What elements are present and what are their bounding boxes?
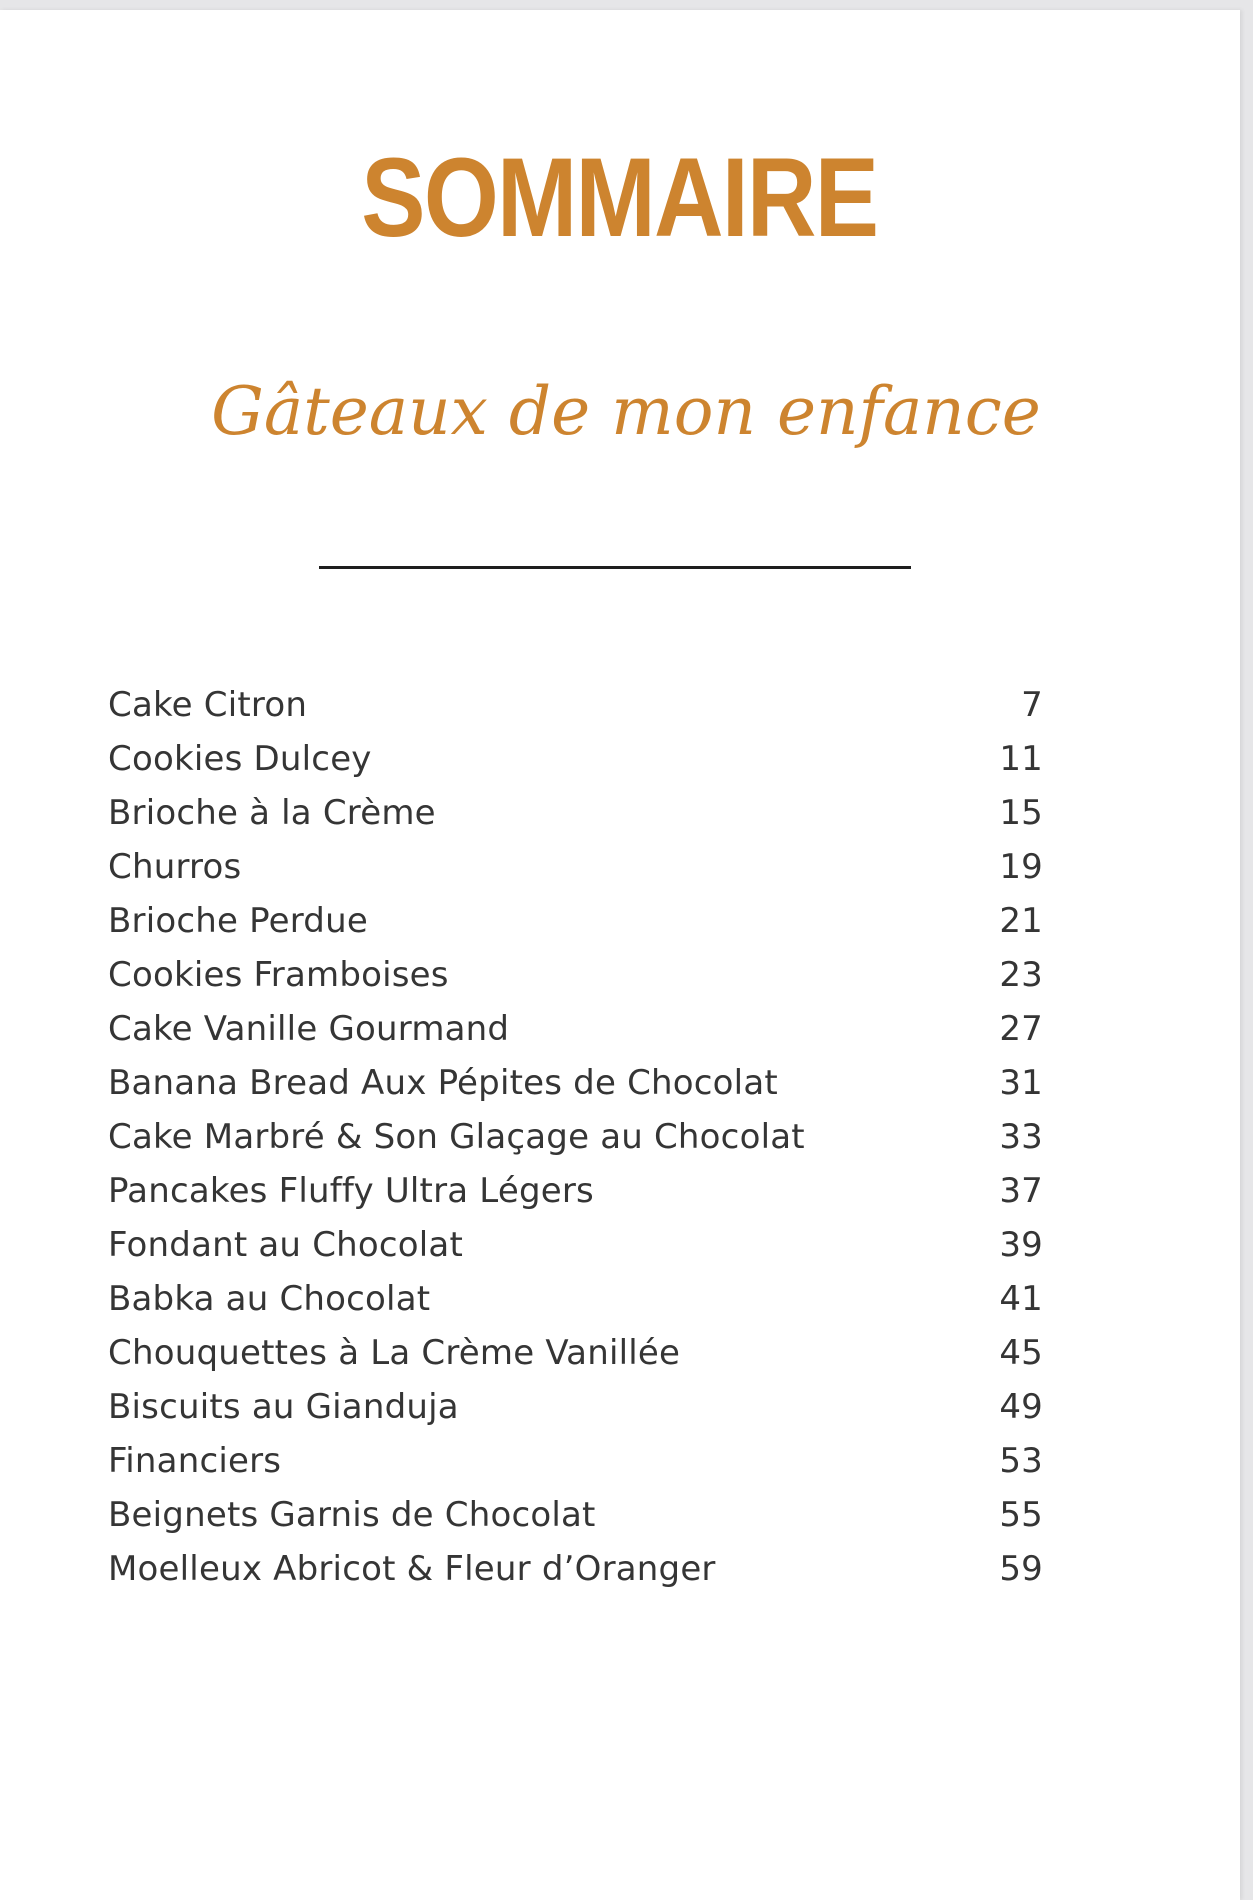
toc-entry[interactable] bbox=[108, 894, 1043, 948]
toc-entry-name: Babka au Chocolat bbox=[108, 1279, 431, 1319]
toc-entry-page: 41 bbox=[999, 1279, 1043, 1319]
toc-entry-name: Brioche à la Crème bbox=[108, 793, 436, 833]
toc-entry[interactable] bbox=[108, 678, 1043, 732]
toc-entry[interactable] bbox=[108, 1326, 1043, 1380]
toc-entry-page: 23 bbox=[999, 955, 1043, 995]
toc-entry-page: 49 bbox=[999, 1387, 1043, 1427]
toc-entry[interactable] bbox=[108, 1272, 1043, 1326]
toc-entry-page: 19 bbox=[999, 847, 1043, 887]
toc-entry-page: 21 bbox=[999, 901, 1043, 941]
toc-entry[interactable] bbox=[108, 1002, 1043, 1056]
page-title: SOMMAIRE bbox=[361, 135, 878, 260]
toc-entry[interactable] bbox=[108, 1434, 1043, 1488]
toc-entry-name: Cookies Dulcey bbox=[108, 739, 372, 779]
page-subtitle: Gâteaux de mon enfance bbox=[211, 373, 1041, 450]
toc-entry[interactable] bbox=[108, 1488, 1043, 1542]
toc-entry-page: 39 bbox=[999, 1225, 1043, 1265]
toc-entry-page: 55 bbox=[999, 1495, 1043, 1535]
table-of-contents bbox=[108, 678, 1043, 1596]
toc-entry-page: 31 bbox=[999, 1063, 1043, 1103]
toc-entry-page: 11 bbox=[999, 739, 1043, 779]
toc-entry-name: Biscuits au Gianduja bbox=[108, 1387, 459, 1427]
toc-entry[interactable] bbox=[108, 1542, 1043, 1596]
toc-entry[interactable] bbox=[108, 786, 1043, 840]
toc-entry-page: 59 bbox=[999, 1549, 1043, 1589]
toc-entry-name: Moelleux Abricot & Fleur d’Oranger bbox=[108, 1549, 716, 1589]
toc-entry-name: Cookies Framboises bbox=[108, 955, 449, 995]
toc-entry-name: Cake Marbré & Son Glaçage au Chocolat bbox=[108, 1117, 805, 1157]
toc-entry-page: 45 bbox=[999, 1333, 1043, 1373]
toc-entry-page: 15 bbox=[999, 793, 1043, 833]
toc-entry-page: 53 bbox=[999, 1441, 1043, 1481]
toc-entry-name: Banana Bread Aux Pépites de Chocolat bbox=[108, 1063, 778, 1103]
toc-entry[interactable] bbox=[108, 732, 1043, 786]
toc-entry[interactable] bbox=[108, 1110, 1043, 1164]
toc-entry-name: Financiers bbox=[108, 1441, 282, 1481]
toc-entry-name: Cake Vanille Gourmand bbox=[108, 1009, 510, 1049]
toc-entry[interactable] bbox=[108, 948, 1043, 1002]
toc-entry-page: 37 bbox=[999, 1171, 1043, 1211]
divider-line bbox=[319, 566, 911, 569]
toc-entry[interactable] bbox=[108, 1380, 1043, 1434]
toc-entry-page: 7 bbox=[1021, 685, 1043, 725]
toc-entry[interactable] bbox=[108, 840, 1043, 894]
toc-entry[interactable] bbox=[108, 1164, 1043, 1218]
toc-entry-name: Pancakes Fluffy Ultra Légers bbox=[108, 1171, 594, 1211]
toc-entry-page: 33 bbox=[999, 1117, 1043, 1157]
document-page bbox=[0, 10, 1240, 1900]
toc-entry-name: Fondant au Chocolat bbox=[108, 1225, 463, 1265]
toc-entry-name: Chouquettes à La Crème Vanillée bbox=[108, 1333, 681, 1373]
toc-entry-name: Beignets Garnis de Chocolat bbox=[108, 1495, 596, 1535]
toc-entry-page: 27 bbox=[999, 1009, 1043, 1049]
toc-entry-name: Brioche Perdue bbox=[108, 901, 368, 941]
toc-entry-name: Cake Citron bbox=[108, 685, 308, 725]
toc-entry[interactable] bbox=[108, 1056, 1043, 1110]
toc-entry-name: Churros bbox=[108, 847, 242, 887]
toc-entry[interactable] bbox=[108, 1218, 1043, 1272]
